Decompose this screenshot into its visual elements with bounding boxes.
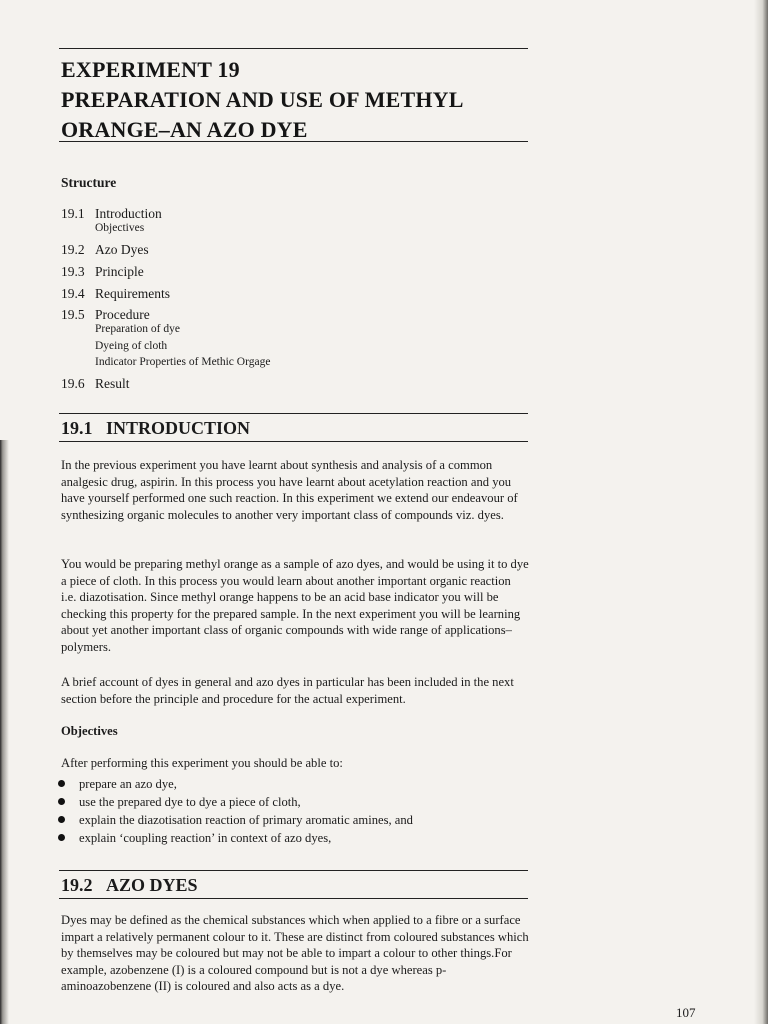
toc-label: Result <box>95 376 130 391</box>
objectives-intro: After performing this experiment you should be able to: <box>61 756 343 770</box>
section-title: AZO DYES <box>106 875 198 895</box>
section-rule <box>59 870 528 871</box>
toc-number: 19.5 <box>61 307 85 322</box>
objective-text: explain ‘coupling reaction’ in context of azo dyes, <box>79 831 332 845</box>
structure-heading: Structure <box>61 175 117 190</box>
section-heading-azo-dyes <box>61 874 198 896</box>
objective-text: explain the diazotisation reaction of primary aromatic amines, and <box>79 813 413 827</box>
section-rule <box>59 898 528 899</box>
toc-label: Principle <box>95 264 144 279</box>
list-item <box>58 811 413 829</box>
objective-text: prepare an azo dye, <box>79 777 177 791</box>
bullet-icon <box>58 834 65 841</box>
objective-text: use the prepared dye to dye a piece of cloth, <box>79 795 301 809</box>
toc-number: 19.6 <box>61 376 85 391</box>
scan-edge-left <box>0 440 9 1024</box>
toc-subitem: Preparation of dye <box>95 323 180 335</box>
experiment-title-line1: PREPARATION AND USE OF METHYL <box>61 87 464 112</box>
page-number: 107 <box>676 1005 696 1020</box>
scan-edge-right <box>754 0 768 1024</box>
toc-item <box>61 286 170 302</box>
objectives-list <box>58 775 413 847</box>
intro-paragraph-3: A brief account of dyes in general and azo dyes in particular has been included in the next section before the principle and procedure for the actual experiment. <box>61 675 514 706</box>
section-rule <box>59 413 528 414</box>
toc-label: Azo Dyes <box>95 242 149 257</box>
header-top-rule <box>59 48 528 49</box>
list-item <box>58 829 413 847</box>
section-number: 19.2 <box>61 875 93 895</box>
bullet-icon <box>58 780 65 787</box>
toc-subitem: Indicator Properties of Methic Orgage <box>95 356 271 368</box>
bullet-icon <box>58 798 65 805</box>
toc-subitem: Dyeing of cloth <box>95 340 168 352</box>
list-item <box>58 793 413 811</box>
toc-item <box>61 376 130 392</box>
toc-label: Requirements <box>95 286 170 301</box>
toc-number: 19.3 <box>61 264 85 279</box>
toc-item <box>61 264 144 280</box>
section-number: 19.1 <box>61 418 93 438</box>
section-rule <box>59 441 528 442</box>
toc-label: Procedure <box>95 307 150 322</box>
toc-number: 19.2 <box>61 242 85 257</box>
toc-number: 19.4 <box>61 286 85 301</box>
objectives-heading: Objectives <box>61 724 118 738</box>
toc-item <box>61 242 149 258</box>
azo-dyes-paragraph-1: Dyes may be defined as the chemical substances which when applied to a fibre or a surface impart a relatively permanent colour to it. These are distinct from coloured substances which by themselves may be coloured but may not be able to impart a colour to other things.For example, azobenzene (I) is a coloured compound but is not a dye whereas p-aminoazobenzene (II) is coloured and also acts as a dye. <box>61 913 529 993</box>
header-bottom-rule <box>59 141 528 142</box>
bullet-icon <box>58 816 65 823</box>
experiment-title-line2: ORANGE–AN AZO DYE <box>61 117 308 142</box>
toc-subitem: Objectives <box>95 222 145 234</box>
experiment-number: EXPERIMENT 19 <box>61 57 240 82</box>
section-title: INTRODUCTION <box>106 418 251 438</box>
section-heading-introduction <box>61 417 250 439</box>
toc-label: Introduction <box>95 206 162 221</box>
toc-item <box>61 206 162 222</box>
toc-number: 19.1 <box>61 206 85 221</box>
intro-paragraph-1: In the previous experiment you have learnt about synthesis and analysis of a common analgesic drug, aspirin. In this process you have learnt about acetylation reaction and you have yourself performed one such reaction. In this experiment we extend our endeavour of synthesizing organic molecules to another very important class of compounds viz. dyes. <box>61 458 518 522</box>
intro-paragraph-2: You would be preparing methyl orange as a sample of azo dyes, and would be using it to dye a piece of cloth. In this process you would learn about another important organic reaction i.e. diazotisation. Since methyl orange happens to be an acid base indicator you will be checking this property for the prepared sample. In the next experiment you will be learning about yet another important class of organic compounds with wide range of applications–polymers. <box>61 557 529 654</box>
list-item <box>58 775 413 793</box>
toc-item <box>61 307 150 323</box>
